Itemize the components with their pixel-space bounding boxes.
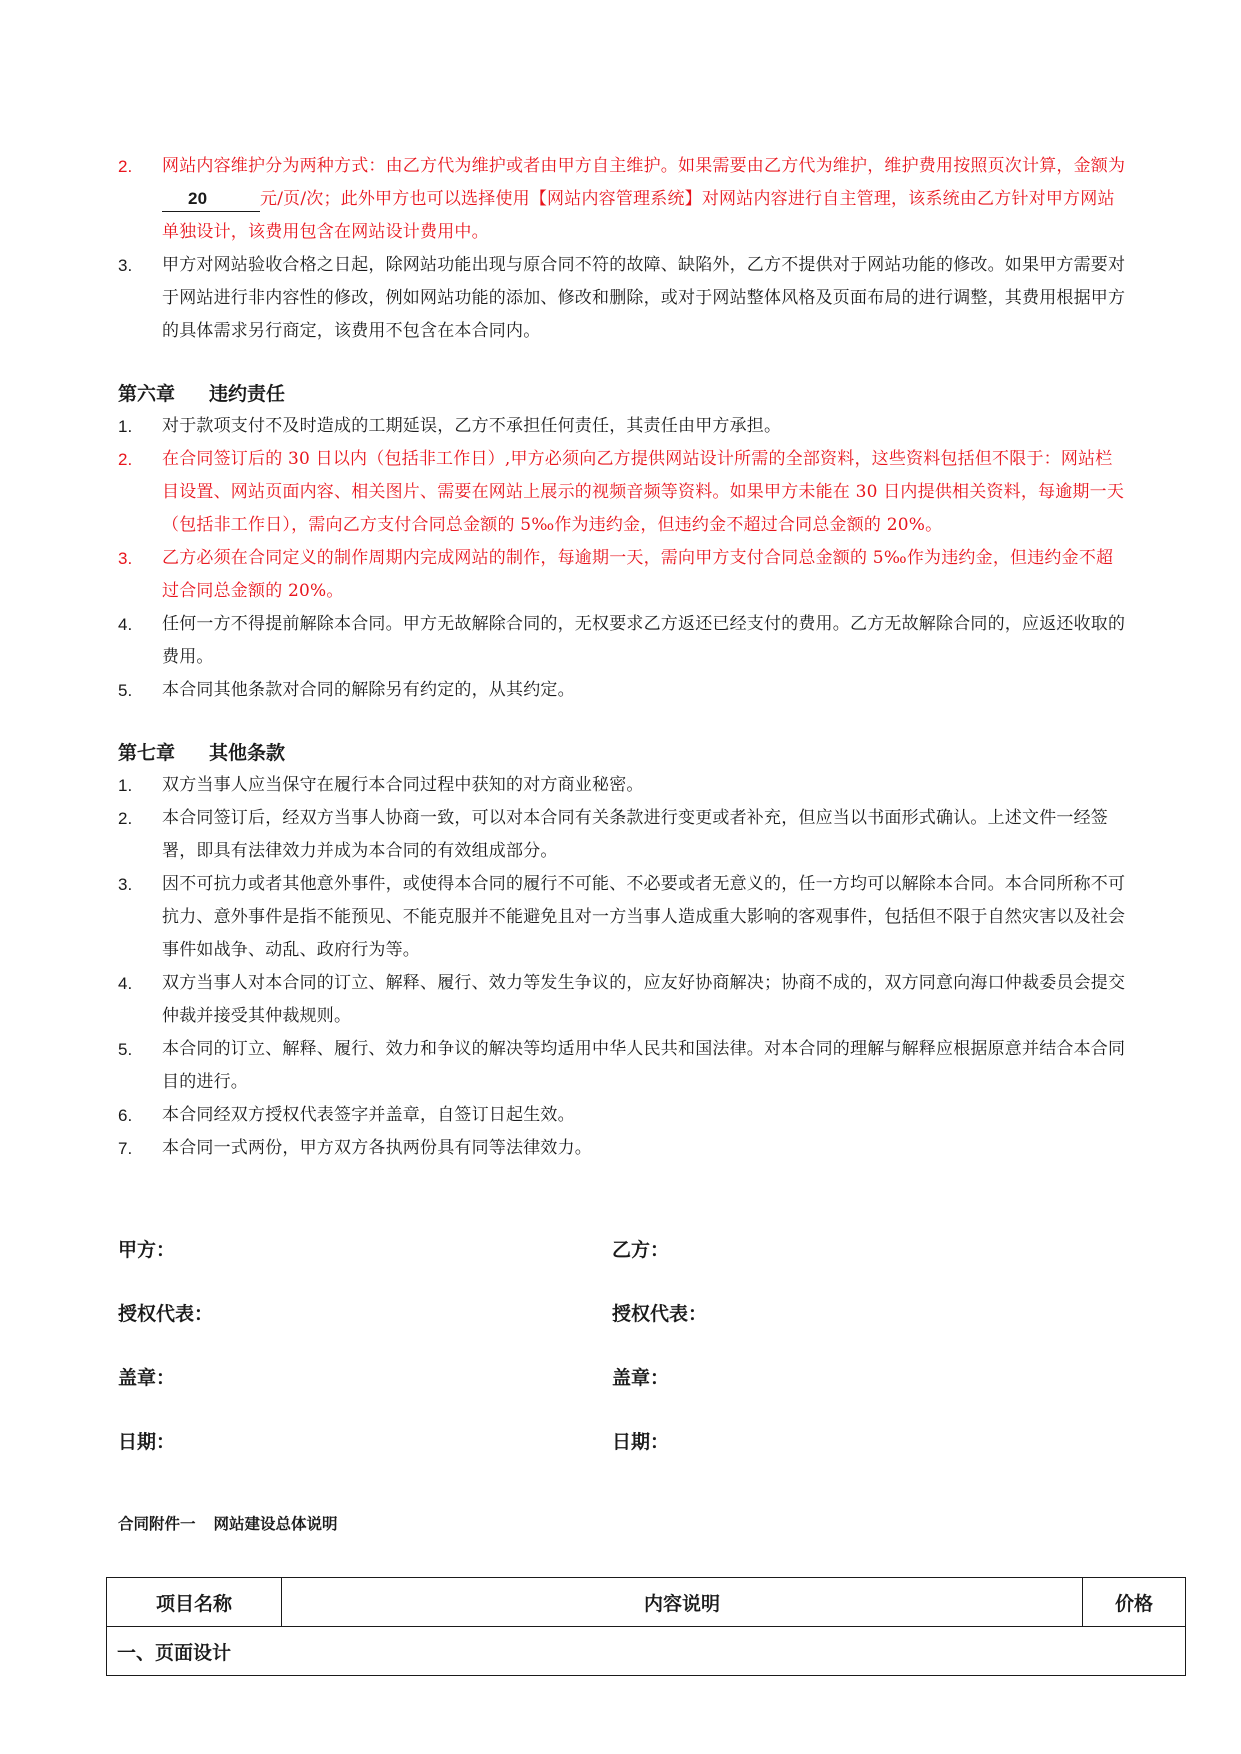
- item-text: 本合同一式两份，甲方双方各执两份具有同等法律效力。: [162, 1138, 592, 1158]
- seal-b-label: 盖章：: [612, 1367, 670, 1389]
- item-number: 4.: [118, 974, 133, 993]
- list-item: [118, 1132, 1128, 1165]
- item-number: 4.: [118, 615, 133, 634]
- table-header-row: [107, 1578, 1186, 1627]
- list-item: [118, 802, 1128, 868]
- header-content: 内容说明: [282, 1578, 1083, 1627]
- annex-label: 合同附件一: [118, 1515, 196, 1533]
- header-price: 价格: [1083, 1578, 1186, 1627]
- list-item: [118, 967, 1128, 1033]
- annex-title: 网站建设总体说明: [213, 1515, 338, 1533]
- section-page-design: 一、页面设计: [107, 1627, 1186, 1676]
- party-b-label: 乙方：: [612, 1239, 670, 1261]
- item-text: 在合同签订后的 30 日以内（包括非工作日）,甲方必须向乙方提供网站设计所需的全部资料，这些资料包括但不限于：网站栏目设置、网站页面内容、相关图片、需要在网站上展示的视频音频等资料。如果甲方未能在 30 日内提供相关资料，每逾期一天（包括非工作日），需向乙方支付合同总金额的 5‰作为违约金，但违约金不超过合同总金额的 20%。: [162, 449, 1125, 535]
- list-item: [118, 542, 1128, 608]
- chapter-number: 第六章: [118, 383, 176, 405]
- item-text: [162, 150, 1128, 249]
- signature-block: [118, 1235, 1128, 1459]
- party-a-label: 甲方：: [118, 1239, 176, 1261]
- item-text: 因不可抗力或者其他意外事件，或使得本合同的履行不可能、不必要或者无意义的，任一方均可以解除本合同。本合同所称不可抗力、意外事件是指不能预见、不能克服并不能避免且对一方当事人造成重大影响的客观事件，包括但不限于自然灾害以及社会事件如战争、动乱、政府行为等。: [162, 874, 1126, 960]
- chapter-number: 第七章: [118, 742, 176, 764]
- date-a-label: 日期：: [118, 1431, 176, 1453]
- item-number: 1.: [118, 776, 133, 795]
- list-item: [118, 769, 1128, 802]
- item-number: 3.: [118, 256, 133, 275]
- item-number: 5.: [118, 1040, 133, 1059]
- list-item: [118, 868, 1128, 967]
- item-text: 任何一方不得提前解除本合同。甲方无故解除合同的，无权要求乙方返还已经支付的费用。乙方无故解除合同的，应返还收取的费用。: [162, 614, 1126, 667]
- seal-a-label: 盖章：: [118, 1367, 176, 1389]
- list-item: [118, 608, 1128, 674]
- chapter-title: 其他条款: [209, 742, 286, 764]
- list-item: [118, 443, 1128, 542]
- chapter-7-heading: [118, 737, 1128, 769]
- list-item: [118, 150, 1128, 249]
- date-b-label: 日期：: [612, 1431, 670, 1453]
- item-text: 乙方必须在合同定义的制作周期内完成网站的制作，每逾期一天，需向甲方支付合同总金额的 5‰作为违约金，但违约金不超过合同总金额的 20%。: [162, 548, 1114, 601]
- item-number: 7.: [118, 1139, 133, 1158]
- chapter-6-heading: [118, 378, 1128, 410]
- annex-heading: [118, 1512, 1128, 1534]
- rep-a-label: 授权代表：: [118, 1303, 214, 1325]
- item-number: 6.: [118, 1106, 133, 1125]
- item-text: 双方当事人应当保守在履行本合同过程中获知的对方商业秘密。: [162, 775, 644, 795]
- contract-content: [118, 150, 1128, 1534]
- chapter-title: 违约责任: [209, 383, 286, 405]
- list-item: [118, 410, 1128, 443]
- item-text: 甲方对网站验收合格之日起，除网站功能出现与原合同不符的故障、缺陷外，乙方不提供对于网站功能的修改。如果甲方需要对于网站进行非内容性的修改，例如网站功能的添加、修改和删除，或对于网站整体风格及页面布局的进行调整，其费用根据甲方的具体需求另行商定，该费用不包含在本合同内。: [162, 255, 1126, 341]
- item-text: 本合同签订后，经双方当事人协商一致，可以对本合同有关条款进行变更或者补充，但应当以书面形式确认。上述文件一经签署，即具有法律效力并成为本合同的有效组成部分。: [162, 808, 1108, 861]
- item-number: 5.: [118, 681, 133, 700]
- item-text: 本合同的订立、解释、履行、效力和争议的解决等均适用中华人民共和国法律。对本合同的理解与解释应根据原意并结合本合同目的进行。: [162, 1039, 1126, 1092]
- item-text: 双方当事人对本合同的订立、解释、履行、效力等发生争议的，应友好协商解决；协商不成的，双方同意向海口仲裁委员会提交仲裁并接受其仲裁规则。: [162, 973, 1126, 1026]
- item-number: 3.: [118, 875, 133, 894]
- item-text-post: 元/页/次；此外甲方也可以选择使用【网站内容管理系统】对网站内容进行自主管理，该系统由乙方针对甲方网站单独设计，该费用包含在网站设计费用中。: [162, 189, 1115, 242]
- list-item: [118, 249, 1128, 348]
- list-item: [118, 1033, 1128, 1099]
- item-number: 2.: [118, 450, 133, 469]
- annex-table: [106, 1577, 1186, 1676]
- item-text: 对于款项支付不及时造成的工期延误，乙方不承担任何责任，其责任由甲方承担。: [162, 416, 782, 436]
- item-text-pre: 网站内容维护分为两种方式：由乙方代为维护或者由甲方自主维护。如果需要由乙方代为维护，维护费用按照页次计算，金额为: [162, 156, 1126, 176]
- list-item: [118, 674, 1128, 707]
- table-row: [107, 1627, 1186, 1676]
- item-text: 本合同其他条款对合同的解除另有约定的，从其约定。: [162, 680, 575, 700]
- item-number: 2.: [118, 157, 133, 176]
- rep-b-label: 授权代表：: [612, 1303, 708, 1325]
- header-item-name: 项目名称: [107, 1578, 282, 1627]
- item-number: 1.: [118, 417, 133, 436]
- item-number: 3.: [118, 549, 133, 568]
- list-item: [118, 1099, 1128, 1132]
- item-text: 本合同经双方授权代表签字并盖章，自签订日起生效。: [162, 1105, 575, 1125]
- item-number: 2.: [118, 809, 133, 828]
- amount-field: 20: [162, 187, 260, 212]
